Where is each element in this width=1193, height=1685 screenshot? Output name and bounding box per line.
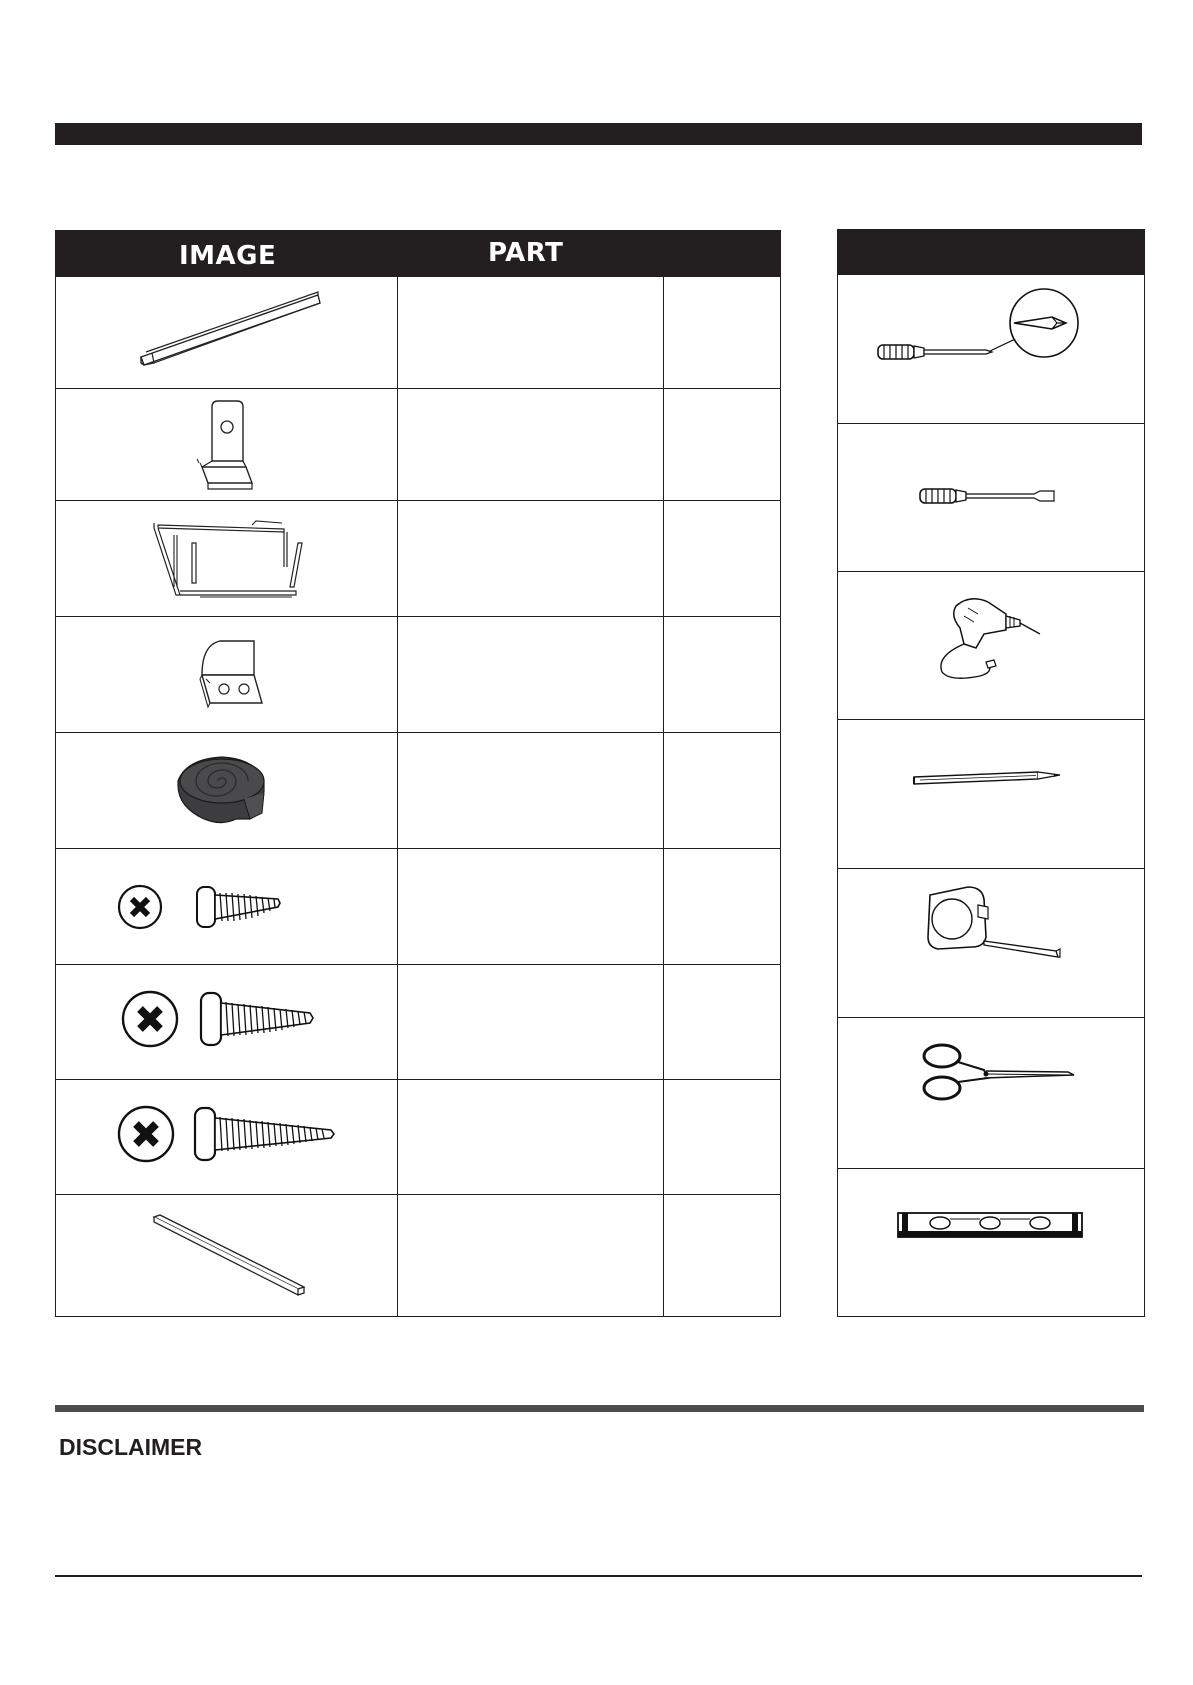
parts-table [55,230,781,1317]
tape-measure-icon [838,869,1144,1018]
parts-row-6 [56,848,780,965]
wood-strip-icon [56,1195,398,1317]
tool-row-6 [838,1017,1144,1169]
parts-row-1 [56,276,780,389]
foam-seal-roll-icon [56,733,398,849]
tool-row-4 [838,719,1144,869]
pencil-icon [838,720,1144,869]
parts-row-2 [56,388,780,501]
spirit-level-icon [838,1169,1144,1317]
header-part-label: PART [488,238,564,268]
mounting-bracket-icon [56,389,398,501]
footer-rule [55,1575,1142,1577]
parts-row-9 [56,1194,780,1317]
medium-screw-icon [56,965,398,1080]
header-image-label: IMAGE [179,241,277,271]
flat-screwdriver-icon [838,424,1144,572]
phillips-screwdriver-icon [838,275,1144,424]
tool-row-3 [838,571,1144,720]
parts-row-8 [56,1079,780,1195]
rail-channel-icon [56,277,398,389]
short-screw-icon [56,849,398,965]
angle-bracket-icon [56,617,398,733]
tools-table [837,229,1145,1317]
long-screw-icon [56,1080,398,1195]
top-title-bar [55,123,1142,145]
power-drill-icon [838,572,1144,720]
parts-table-header [56,231,780,276]
tools-table-header [838,230,1144,274]
tool-row-2 [838,423,1144,572]
scissors-icon [838,1018,1144,1169]
parts-row-3 [56,500,780,617]
parts-row-4 [56,616,780,733]
tool-row-1 [838,274,1144,424]
section-divider [55,1405,1144,1412]
wire-frame-icon [56,501,398,617]
parts-row-7 [56,964,780,1080]
tool-row-7 [838,1168,1144,1317]
parts-row-5 [56,732,780,849]
tool-row-5 [838,868,1144,1018]
disclaimer-title: DISCLAIMER [59,1434,203,1460]
